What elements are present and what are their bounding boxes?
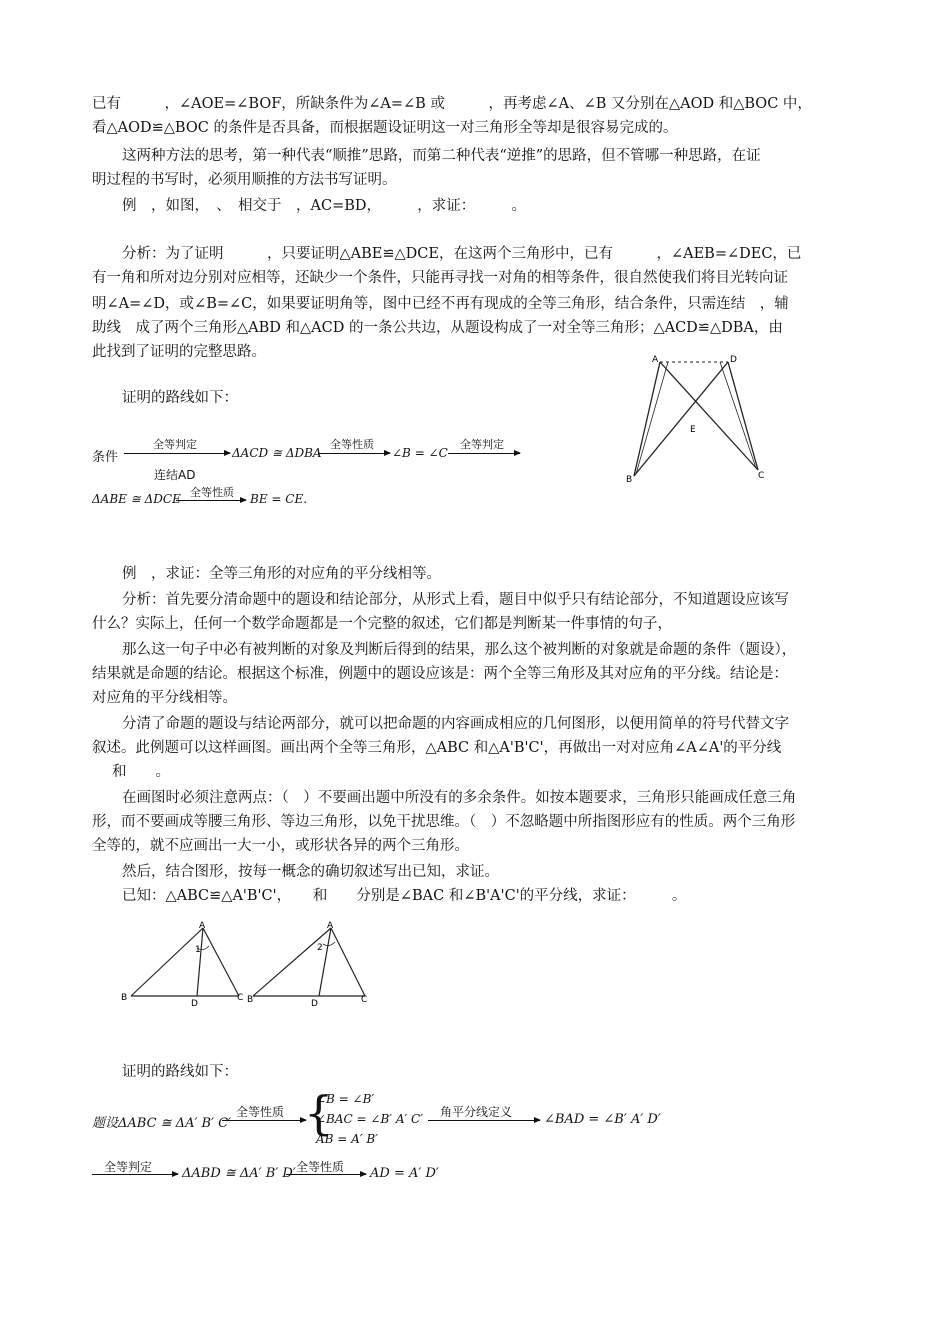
para-line: 此找到了证明的完整思路。	[92, 344, 266, 360]
route1-arrow1-top: 全等判定	[153, 438, 197, 451]
figure-1-triangles	[620, 350, 780, 490]
route1-arrow4	[176, 500, 246, 501]
fig1-label-d: D	[730, 355, 737, 365]
para-line: 这两种方法的思考，第一种代表“顺推”思路，而第二种代表“逆推”的思路，但不管哪一种思路，在证	[122, 148, 761, 164]
fig2-label-b2: B	[247, 995, 254, 1005]
para-line: 全等的，就不应画出一大一小，或形状各异的两个三角形。	[92, 838, 469, 854]
para-line: 分析：为了证明 ，只要证明△ABE≌△DCE，在这两个三角形中，已有 ，∠AEB=∠DEC，已	[122, 246, 802, 262]
para-line: 分清了命题的题设与结论两部分，就可以把命题的内容画成相应的几何图形，以便用简单的符号代替文字	[122, 716, 789, 732]
route2-expr3: ΔABD ≅ ΔA′ B′ D′	[182, 1166, 296, 1181]
fig2-label-c1: C	[237, 993, 244, 1003]
route1-expr1: ΔACD ≅ ΔDBA	[232, 446, 322, 460]
route1-arrow3	[448, 453, 520, 454]
route1-arrow1-bottom: 连结AD	[154, 468, 196, 482]
para-line: 然后，结合图形，按每一概念的确切叙述写出已知，求证。	[122, 864, 499, 880]
fig2-label-d2: D	[311, 999, 318, 1009]
route2-branch2: ∠BAC = ∠B′ A′ C′	[316, 1112, 423, 1126]
para-line: 证明的路线如下：	[122, 390, 238, 406]
route1-expr2: ∠B = ∠C	[392, 446, 448, 460]
route2-expr2: ∠BAD = ∠B′ A′ D′	[544, 1112, 661, 1127]
para-line: 已知：△ABC≌△A'B'C'， 和 分别是∠BAC 和∠B'A'C'的平分线，求证： 。	[122, 888, 687, 904]
para-line: 形，而不要画成等腰三角形、等边三角形，以免干扰思维。（ ）不忽略题中所指图形应有的性质。两个三角形	[92, 814, 796, 830]
route2-branch1: ∠B = ∠B′	[316, 1092, 375, 1106]
fig1-label-a: A	[652, 355, 659, 365]
para-line: 什么？实际上，任何一个数学命题都是一个完整的叙述，它们都是判断某一件事情的句子，	[92, 616, 672, 632]
route1-arrow3-top: 全等判定	[460, 438, 504, 451]
route1-arrow2-top: 全等性质	[330, 438, 374, 451]
route2-brace: {	[304, 1086, 334, 1140]
fig2-label-c2: C	[361, 995, 368, 1005]
fig1-label-e: E	[690, 425, 696, 435]
para-line: 和 。	[112, 764, 170, 780]
para-line: 分析：首先要分清命题中的题设和结论部分，从形式上看，题目中似乎只有结论部分，不知道题设应该写	[122, 592, 789, 608]
para-line: 对应角的平分线相等。	[92, 690, 237, 706]
fig1-label-b: B	[626, 475, 633, 485]
fig2-label-d1: D	[191, 999, 198, 1009]
route1-start: 条件	[92, 450, 119, 465]
para-line: 明∠A=∠D，或∠B=∠C，如果要证明角等，图中已经不再有现成的全等三角形，结合条件，只需连结 ，辅	[92, 296, 789, 312]
route2-arrow3-top: 全等判定	[104, 1160, 153, 1174]
para-line: 已有 ，∠AOE=∠BOF，所缺条件为∠A=∠B 或 ，再考虑∠A、∠B 又分别在△AOD 和△BOC 中，	[92, 96, 812, 112]
route1-arrow4-top: 全等性质	[190, 486, 234, 499]
fig2-label-b1: B	[121, 993, 128, 1003]
route1-expr4: BE = CE.	[250, 492, 308, 506]
route2-expr4: AD = A′ D′	[370, 1166, 439, 1181]
para-line: 结果就是命题的结论。根据这个标准，例题中的题设应该是：两个全等三角形及其对应角的平分线。结论是：	[92, 666, 788, 682]
route1-arrow2	[318, 453, 390, 454]
route2-arrow2	[428, 1120, 540, 1121]
para-line: 叙述。此例题可以这样画图。画出两个全等三角形，△ABC 和△A'B'C'，再做出一对对应角∠A∠A'的平分线	[92, 740, 782, 756]
para-line: 明过程的书写时，必须用顺推的方法书写证明。	[92, 172, 397, 188]
route1-expr3: ΔABE ≅ ΔDCE	[92, 492, 181, 506]
para-line: 那么这一句子中必有被判断的对象及判断后得到的结果，那么这个被判断的对象就是命题的条件（题设），	[122, 642, 797, 658]
route2-arrow1	[222, 1120, 306, 1121]
para-line: 证明的路线如下：	[122, 1064, 238, 1080]
route2-arrow2-top: 角平分线定义	[440, 1105, 513, 1119]
route2-arrow1-top: 全等性质	[236, 1105, 285, 1119]
fig2-label-angle1: 1	[195, 945, 201, 955]
route2-arrow4	[286, 1174, 366, 1175]
para-line: 看△AOD≌△BOC 的条件是否具备，而根据题设证明这一对三角形全等却是很容易完成的。	[92, 120, 678, 136]
para-line: 在画图时必须注意两点：（ ）不要画出题中所没有的多余条件。如按本题要求，三角形只能画成任意三角	[122, 790, 797, 806]
route2-arrow3	[92, 1174, 178, 1175]
fig1-label-c: C	[758, 471, 765, 481]
figure-2-triangles	[115, 920, 375, 1010]
para-line: 例 ，求证：全等三角形的对应角的平分线相等。	[122, 566, 441, 582]
fig2-label-a1: A	[199, 921, 206, 931]
fig2-label-angle2: 2	[317, 943, 323, 953]
route2-arrow4-top: 全等性质	[296, 1160, 345, 1174]
fig2-label-a2: A	[327, 921, 334, 931]
para-line: 助线 成了两个三角形△ABD 和△ACD 的一条公共边，从题设构成了一对全等三角形；△ACD≌△DBA，由	[92, 320, 783, 336]
para-line: 例 ，如图， 、 相交于 ，AC=BD， ，求证： 。	[122, 198, 526, 214]
para-line: 有一角和所对边分别对应相等，还缺少一个条件，只能再寻找一对角的相等条件，很自然使我们将目光转向证	[92, 270, 788, 286]
route2-start: 题设ΔABC ≅ ΔA′ B′ C′	[92, 1116, 232, 1131]
route1-arrow1	[124, 453, 230, 454]
route2-branch3: AB = A′ B′	[316, 1132, 378, 1146]
